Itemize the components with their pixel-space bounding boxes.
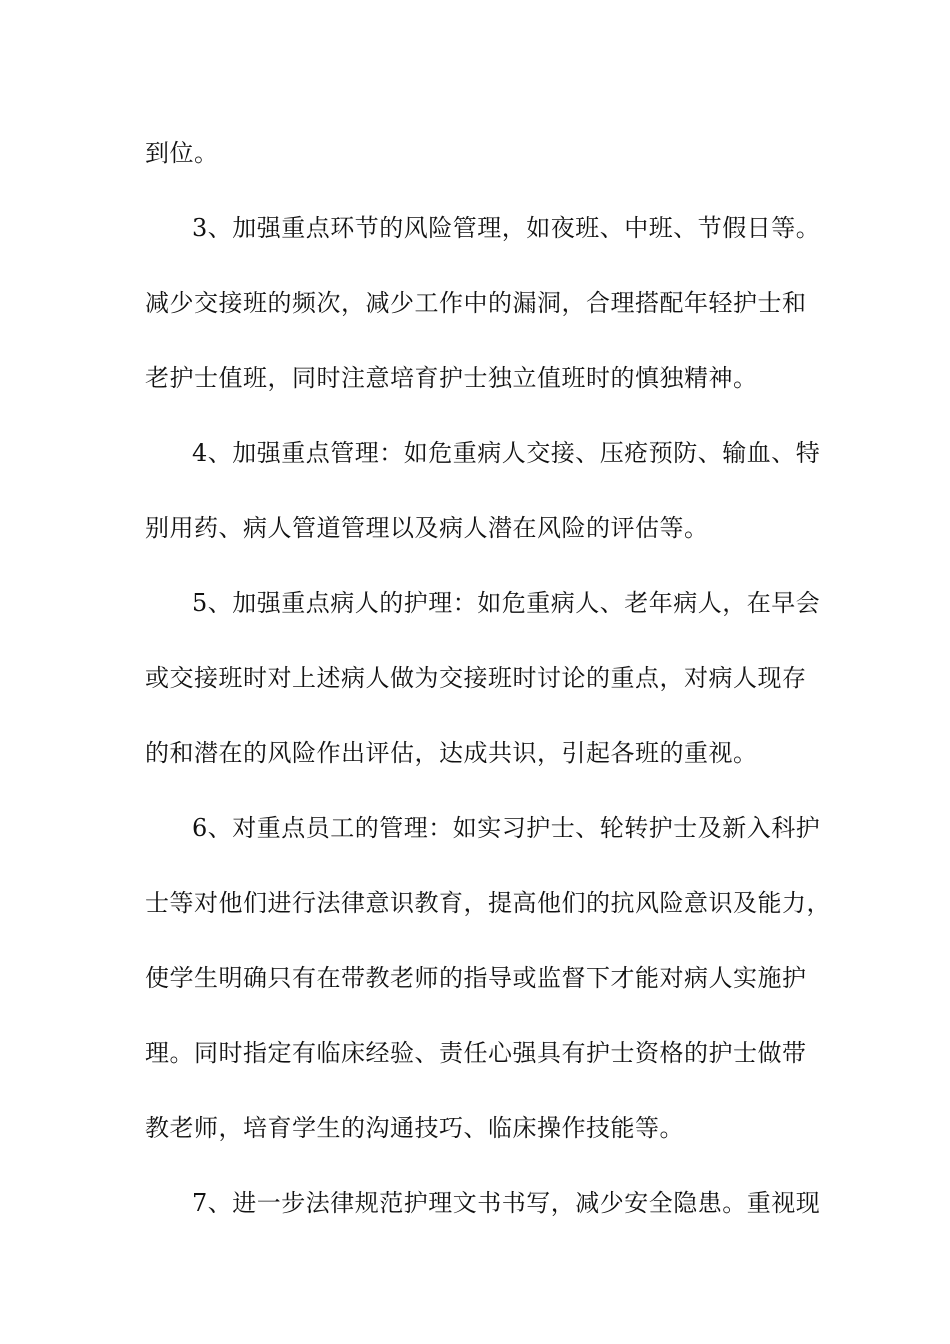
text-line-5: 4、加强重点管理：如危重病人交接、压疮预防、输血、特	[192, 439, 821, 467]
text-line-6: 别用药、病人管道管理以及病人潜在风险的评估等。	[145, 514, 709, 542]
text-line-12: 使学生明确只有在带教老师的指导或监督下才能对病人实施护	[145, 964, 807, 992]
text-line-1: 到位。	[145, 139, 219, 167]
text-line-8: 或交接班时对上述病人做为交接班时讨论的重点，对病人现存	[145, 664, 807, 692]
text-line-7: 5、加强重点病人的护理：如危重病人、老年病人，在早会	[192, 589, 821, 617]
text-line-10: 6、对重点员工的管理：如实习护士、轮转护士及新入科护	[192, 814, 821, 842]
text-line-3: 减少交接班的频次，减少工作中的漏洞，合理搭配年轻护士和	[145, 289, 807, 317]
text-line-14: 教老师，培育学生的沟通技巧、临床操作技能等。	[145, 1114, 684, 1142]
text-line-2: 3、加强重点环节的风险管理，如夜班、中班、节假日等。	[192, 214, 821, 242]
text-line-11: 士等对他们进行法律意识教育，提高他们的抗风险意识及能力，	[145, 889, 831, 917]
text-line-4: 老护士值班，同时注意培育护士独立值班时的慎独精神。	[145, 364, 758, 392]
text-line-15: 7、进一步法律规范护理文书书写，减少安全隐患。重视现	[192, 1189, 821, 1217]
text-line-9: 的和潜在的风险作出评估，达成共识，引起各班的重视。	[145, 739, 758, 767]
text-line-13: 理。同时指定有临床经验、责任心强具有护士资格的护士做带	[145, 1039, 807, 1067]
